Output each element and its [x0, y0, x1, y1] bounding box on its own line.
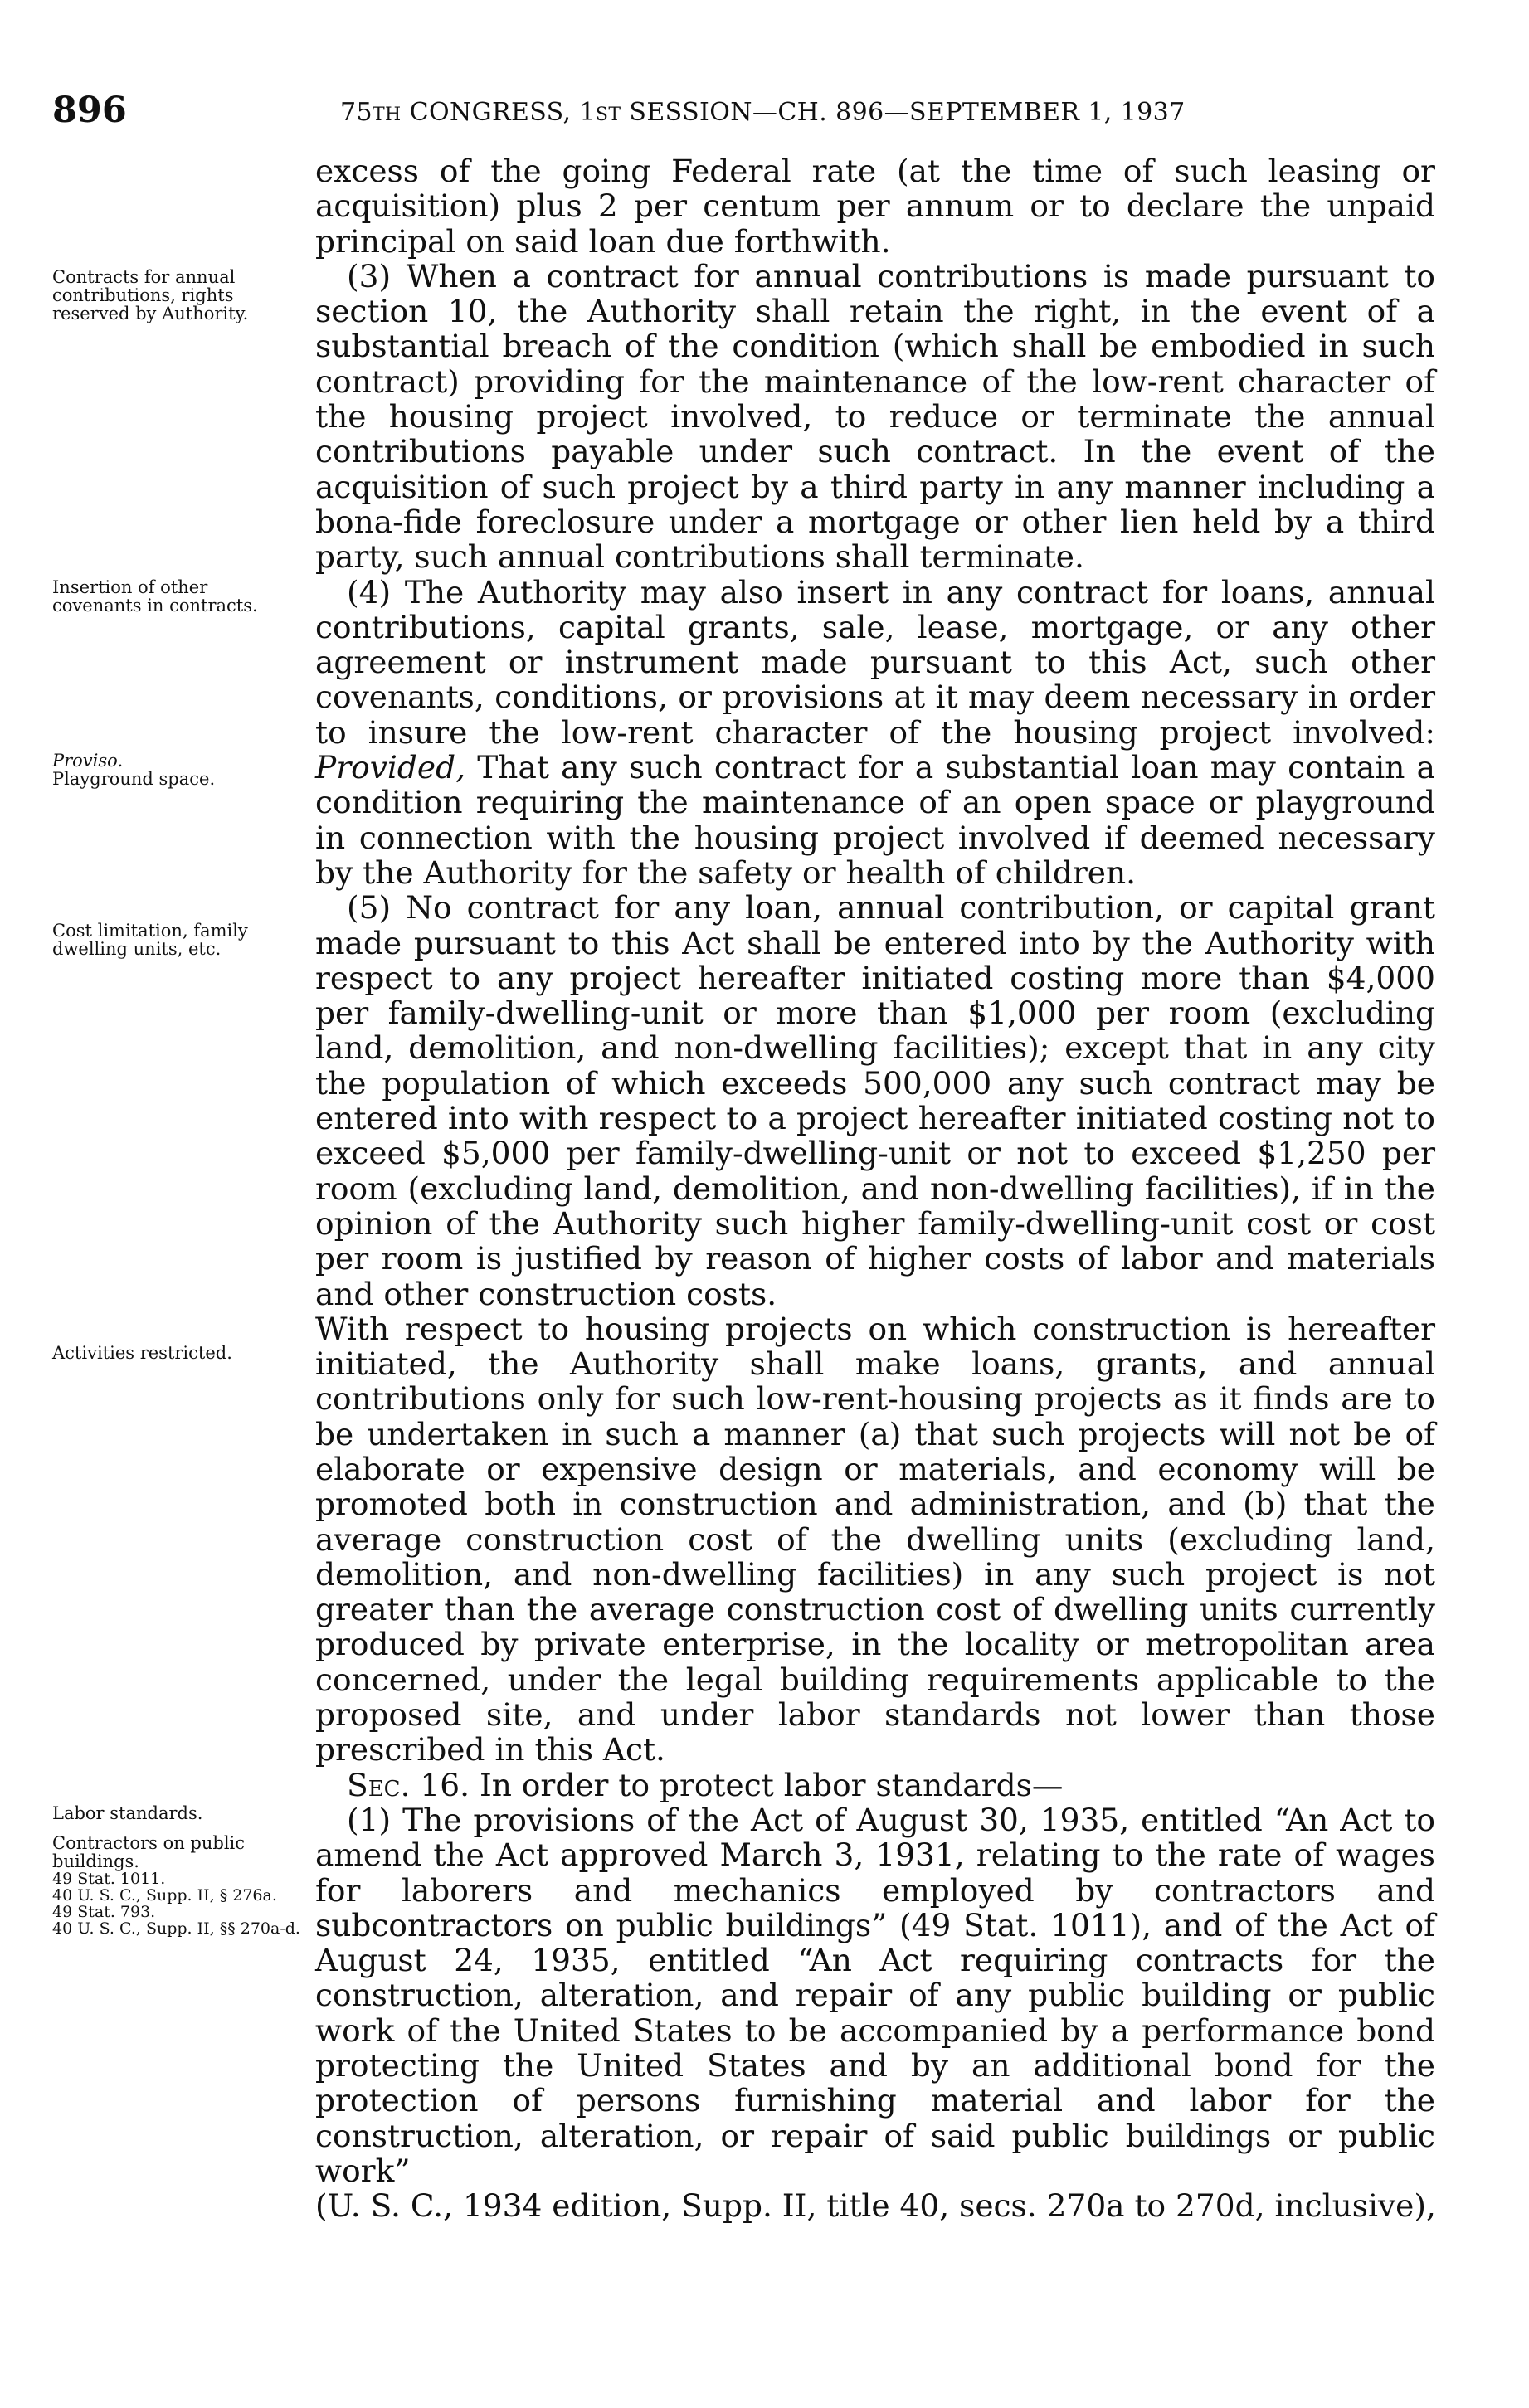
running-head-chapter-date: SESSION—CH. 896—SEPTEMBER 1, 1937	[621, 98, 1186, 127]
body-text	[315, 153, 1435, 2224]
margin-note-contractors-public: Contractors on public buildings.	[52, 1833, 246, 1871]
running-head-congress-suffix: TH	[372, 105, 402, 125]
paragraph-5: (5) No contract for any loan, annual contribution, or capital grant made pursuant to this Act shall be entered into by the Authority with respect to any project hereafter initiated costing more than $4,000 per family-dwelling-unit or more than $1,000 per room (excluding land, demolition, and non-dwelling facilities); except that in any city the population of which exceeds 500,000 any such contract may be entered into with respect to a project hereafter initiated costing not to exceed $5,000 per family-dwelling-unit or not to exceed $1,250 per room (excluding land, demolition, and non-dwelling facilities), if in the opinion of the Authority such higher family-dwelling-unit cost or cost per room is justified by reason of higher costs of labor and materials and other construction costs.	[315, 889, 1435, 1312]
margin-note-playground: Playground space.	[52, 769, 216, 789]
margin-note-activities-restricted: Activities restricted.	[52, 1343, 232, 1363]
section-16-heading	[315, 1768, 1435, 1802]
section-16-paragraph-1	[315, 1802, 1435, 2224]
margin-note-ref-40-usc-276a: 40 U. S. C., Supp. II, § 276a.	[52, 1886, 277, 1905]
margin-note-proviso-group	[52, 752, 301, 788]
paragraph-4-proviso: That any such contract for a substantial loan may contain a condition requiring the maintenance of an open space or playground in connection with the housing project involved if deemed necessary by the Authority for the safety or health of children.	[315, 749, 1435, 891]
section-16-intro: 16. In order to protect labor standards—	[420, 1766, 1064, 1803]
margin-note-cost-limitation: Cost limitation, family dwelling units, etc.	[52, 921, 248, 959]
running-head	[340, 100, 1435, 125]
running-head-congress-session: CONGRESS, 1	[401, 98, 596, 127]
running-head-congress-number: 75	[340, 98, 373, 127]
margin-note-contracts-annual: Contracts for annual contributions, rights reserved by Authority.	[52, 267, 249, 323]
paragraph-4	[315, 575, 1435, 891]
running-head-session-suffix: ST	[595, 105, 621, 125]
proviso-provided: Provided,	[315, 749, 466, 786]
section-16-paragraph-1-text: (1) The provisions of the Act of August 30, 1935, entitled “An Act to amend the Act approved March 3, 1931, relating to the rate of wages for laborers and mechanics employed by contractors and subcontractors on public buildings” (49 Stat. 1011), and of the Act of August 24, 1935, entitled “An Act requiring contracts for the construction, alteration, and repair of any public building or public work of the United States to be accompanied by a performance bond protecting the United States and by an additional bond for the protection of persons furnishing material and labor for the construction, alteration, or repair of said public buildings or public work”	[315, 1801, 1435, 2189]
margin-note-insertion-covenants: Insertion of other covenants in contracts.	[52, 577, 258, 615]
margin-note-ref-49-stat-1011: 49 Stat. 1011.	[52, 1870, 166, 1888]
margin-note-labor-group	[52, 1804, 301, 1937]
margin-note-ref-40-usc-270a-d: 40 U. S. C., Supp. II, §§ 270a-d.	[52, 1919, 300, 1938]
paragraph-continuation: excess of the going Federal rate (at the time of such leasing or acquisition) plus 2 per centum per annum or to declare the unpaid principal on said loan due forthwith.	[315, 153, 1435, 260]
section-16-paragraph-1-citation: (U. S. C., 1934 edition, Supp. II, title 40, secs. 270a to 270d, inclusive),	[315, 2187, 1436, 2225]
paragraph-activities-restricted: With respect to housing projects on which construction is hereafter initiated, the Authority shall make loans, grants, and annual contributions only for such low-rent-housing projects as it finds are to be undertaken in such a manner (a) that such projects will not be of elaborate or expensive design or materials, and economy will be promoted both in construction and administration, and (b) that the average construction cost of the dwelling units (excluding land, demolition, and non-dwelling facilities) in any such project is not greater than the average construction cost of dwelling units currently produced by private enterprise, in the locality or metropolitan area concerned, under the legal building requirements applicable to the proposed site, and under labor standards not lower than those prescribed in this Act.	[315, 1310, 1435, 1768]
paragraph-3: (3) When a contract for annual contributions is made pursuant to section 10, the Authority shall retain the right, in the event of a substantial breach of the condition (which shall be embodied in such contract) providing for the maintenance of the low-rent character of the housing project involved, to reduce or terminate the annual contributions payable under such contract. In the event of the acquisition of such project by a third party in any manner including a bona-fide foreclosure under a mortgage or other lien held by a third party, such annual contributions shall terminate.	[315, 257, 1435, 576]
margin-note-ref-49-stat-793: 49 Stat. 793.	[52, 1903, 156, 1921]
paragraph-4-main: (4) The Authority may also insert in any contract for loans, annual contributions, capital grants, sale, lease, mortgage, or any other agreement or instrument made pursuant to this Act, such other covenants, conditions, or provisions at it may deem necessary in order to insure the low-rent character of the housing project involved:	[315, 573, 1435, 751]
margin-note-proviso: Proviso.	[52, 751, 124, 771]
section-16-label: Sec.	[347, 1766, 411, 1803]
margin-note-labor-standards: Labor standards.	[52, 1803, 203, 1823]
page-number: 896	[52, 90, 127, 131]
